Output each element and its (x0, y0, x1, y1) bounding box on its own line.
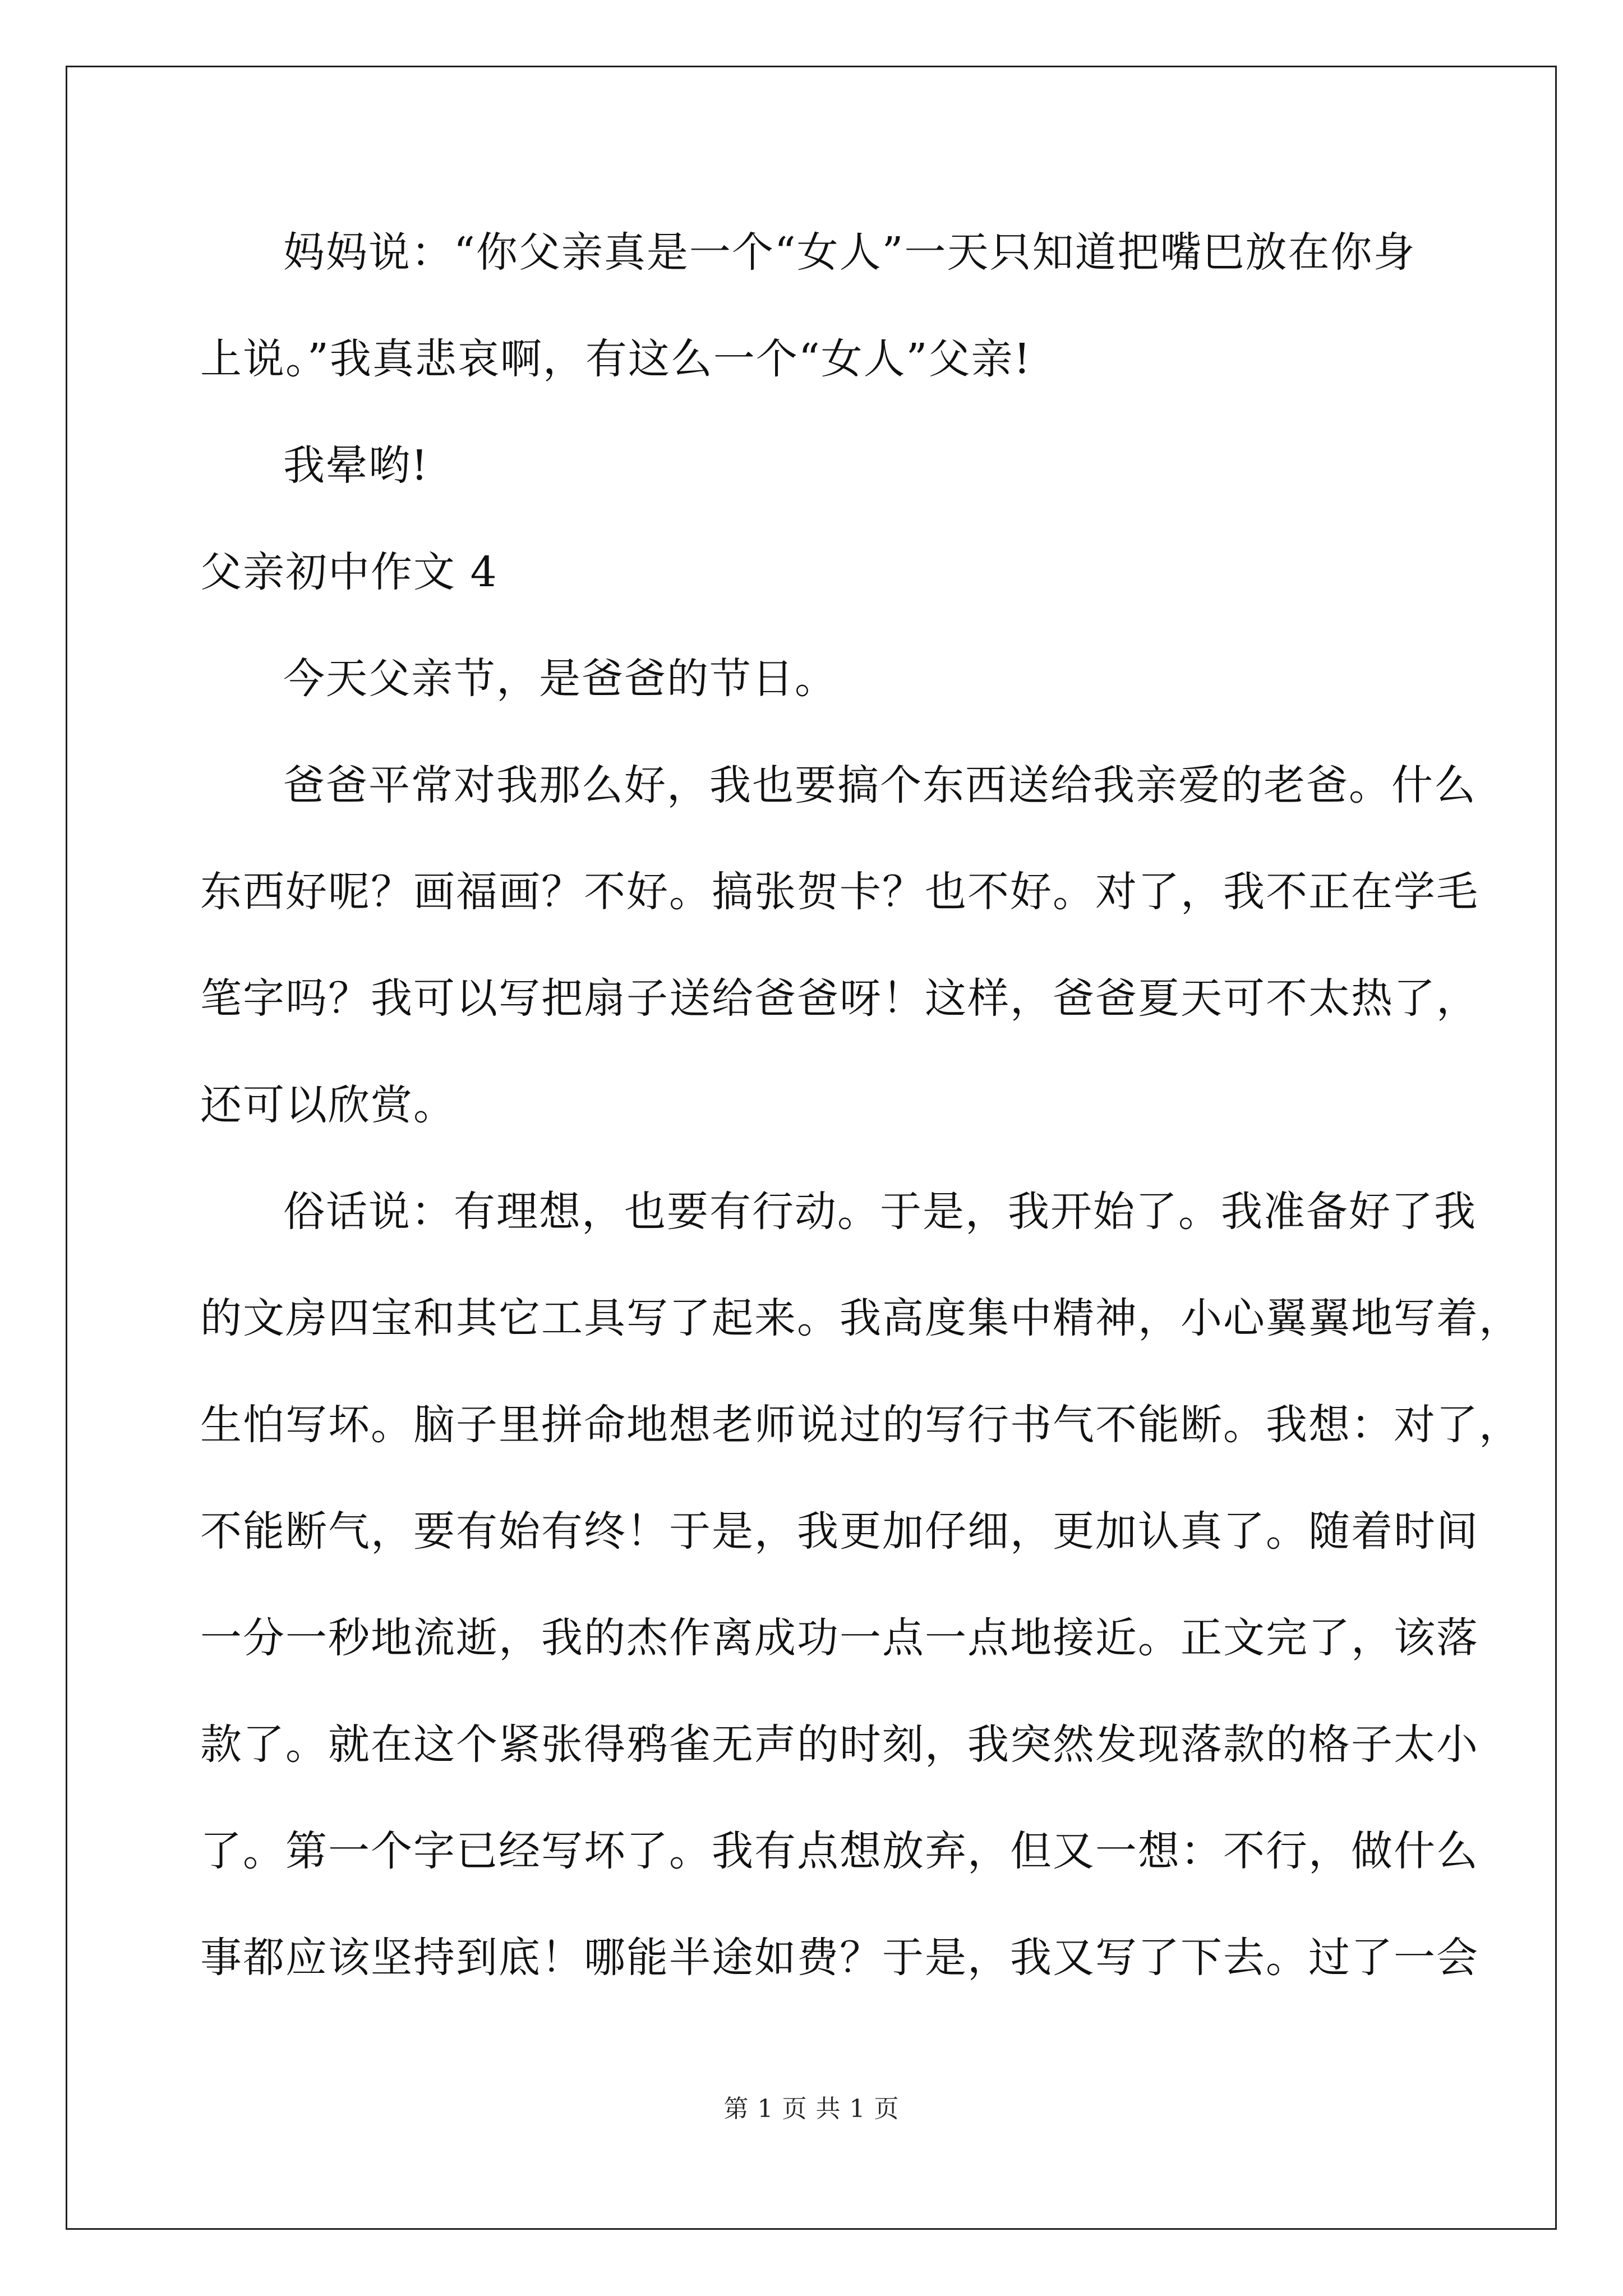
text-line: 俗话说：有理想，也要有行动。于是，我开始了。我准备好了我 (283, 1188, 1477, 1236)
text-line: 还可以欣赏。 (200, 1081, 456, 1129)
text-line: 的文房四宝和其它工具写了起来。我高度集中精神，小心翼翼地写着， (200, 1294, 1521, 1342)
text-line: 事都应该坚持到底！哪能半途如费？于是，我又写了下去。过了一会 (200, 1934, 1479, 1982)
text-line: 款了。就在这个紧张得鸦雀无声的时刻，我突然发现落款的格子太小 (200, 1720, 1479, 1769)
text-line: 了。第一个字已经写坏了。我有点想放弃，但又一想：不行，做什么 (200, 1827, 1479, 1875)
text-line: 东西好呢？画福画？不好。搞张贺卡？也不好。对了，我不正在学毛 (200, 868, 1479, 916)
text-line: 笔字吗？我可以写把扇子送给爸爸呀！这样，爸爸夏天可不太热了， (200, 974, 1479, 1023)
text-line: 上说。”我真悲哀啊，有这么一个“女人”父亲! (200, 335, 1032, 383)
text-line: 爸爸平常对我那么好，我也要搞个东西送给我亲爱的老爸。什么 (283, 761, 1477, 809)
section-heading: 父亲初中作文 4 (200, 548, 498, 596)
document-body (200, 199, 1521, 2011)
text-line: 生怕写坏。脑子里拼命地想老师说过的写行书气不能断。我想：对了， (200, 1401, 1521, 1449)
text-line: 妈妈说：“你父亲真是一个“女人”一天只知道把嘴巴放在你身 (283, 228, 1416, 277)
text-line: 我晕哟! (283, 441, 429, 490)
text-line: 今天父亲节，是爸爸的节日。 (283, 655, 837, 703)
page-number-footer: 第 1 页 共 1 页 (723, 2095, 900, 2123)
text-line: 一分一秒地流逝，我的杰作离成功一点一点地接近。正文完了，该落 (200, 1614, 1479, 1662)
text-line: 不能断气，要有始有终！于是，我更加仔细，更加认真了。随着时间 (200, 1507, 1479, 1556)
